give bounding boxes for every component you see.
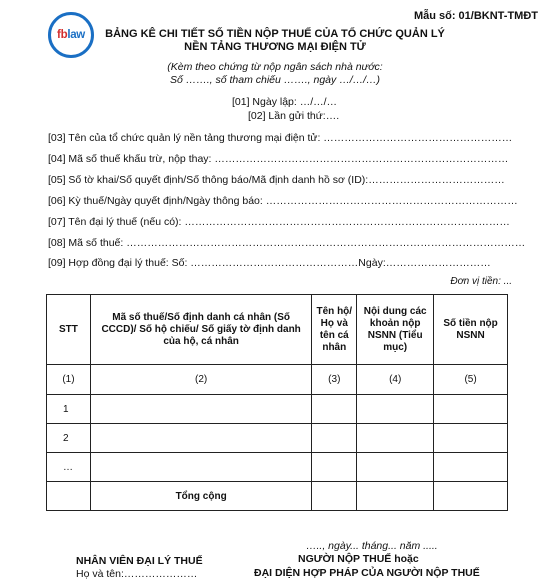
field-09-agent-contract: [09] Hợp đồng đại lý thuế: Số: …………………………………………Ngày:………………………… (48, 257, 491, 269)
table-row (47, 395, 508, 424)
table-cell (357, 482, 434, 511)
agent-title: NHÂN VIÊN ĐẠI LÝ THUẾ (76, 555, 203, 567)
header-stt: STT (47, 295, 91, 365)
table-cell (312, 424, 357, 453)
logo-text: fblaw (57, 29, 85, 41)
table-cell (90, 424, 311, 453)
table-cell (357, 424, 434, 453)
table-cell (312, 453, 357, 482)
field-03-platform-name: [03] Tên của tổ chức quản lý nền tảng thương mại điện tử: ……………………………………………… (48, 132, 513, 144)
table-cell (357, 395, 434, 424)
table-cell (434, 453, 508, 482)
table-cell (434, 482, 508, 511)
table-cell (90, 453, 311, 482)
table-cell (434, 424, 508, 453)
table-cell (434, 395, 508, 424)
table-cell (312, 482, 357, 511)
table-row (47, 453, 508, 482)
signature-date: ….., ngày... tháng... năm ..... (306, 540, 438, 552)
header-content: Nội dung các khoản nộp NSNN (Tiểu mục) (357, 295, 434, 365)
col-number-3: (3) (312, 365, 357, 395)
field-08-agent-tax-code: [08] Mã số thuế: …………………………………………………………………………………………………… (48, 237, 526, 249)
table-row (47, 424, 508, 453)
document-title-line2: NỀN TẢNG THƯƠNG MẠI ĐIỆN TỬ (184, 41, 366, 53)
document-title-line1: BẢNG KÊ CHI TIẾT SỐ TIỀN NỘP THUẾ CỦA TỔ CHỨC QUẢN LÝ (105, 28, 445, 40)
header-amount: Số tiền nộp NSNN (434, 295, 508, 365)
table-cell (357, 453, 434, 482)
header-tax-id: Mã số thuế/Số định danh cá nhân (Số CCCD)/ Số hộ chiếu/ Số giấy tờ định danh của hộ, cá nhân (90, 295, 311, 365)
field-07-agent-name: [07] Tên đại lý thuế (nếu có): ………………………………………………………………………………… (48, 216, 510, 228)
row-stt: 2 (47, 424, 91, 453)
payer-title-line2: ĐẠI DIỆN HỢP PHÁP CỦA NGƯỜI NỘP THUẾ (254, 567, 480, 579)
attachment-line1: (Kèm theo chứng từ nộp ngân sách nhà nước: (167, 61, 383, 73)
table-cell (90, 395, 311, 424)
col-number-5: (5) (434, 365, 508, 395)
tax-detail-table (46, 294, 508, 511)
total-label: Tổng cộng (90, 482, 311, 511)
currency-unit: Đơn vị tiền: ... (450, 276, 512, 287)
field-05-declaration-number: [05] Số tờ khai/Số quyết định/Số thông báo/Mã định danh hồ sơ (ID):………………………………… (48, 174, 505, 186)
field-02-submission-count: [02] Lần gửi thứ:…. (248, 110, 340, 122)
table-cell (47, 482, 91, 511)
form-code: Mẫu số: 01/BKNT-TMĐT (413, 10, 538, 22)
col-number-4: (4) (357, 365, 434, 395)
payer-title-line1: NGƯỜI NỘP THUẾ hoặc (298, 553, 419, 565)
table-cell (312, 395, 357, 424)
col-number-2: (2) (90, 365, 311, 395)
table-header-row (47, 295, 508, 365)
row-stt: 1 (47, 395, 91, 424)
col-number-1: (1) (47, 365, 91, 395)
field-04-tax-code: [04] Mã số thuế khấu trừ, nộp thay: ………………………………………………………………………… (48, 153, 509, 165)
row-stt: … (47, 453, 91, 482)
total-row (47, 482, 508, 511)
column-number-row (47, 365, 508, 395)
header-name: Tên hộ/ Họ và tên cá nhân (312, 295, 357, 365)
agent-name: Họ và tên:………………… (76, 568, 198, 580)
field-06-tax-period: [06] Kỳ thuế/Ngày quyết định/Ngày thông báo: ……………………………………………………………… (48, 195, 518, 207)
field-01-creation-date: [01] Ngày lập: …/…/… (232, 96, 338, 108)
attachment-line2: Số ……., số tham chiếu ……., ngày …/…/…) (169, 74, 381, 86)
